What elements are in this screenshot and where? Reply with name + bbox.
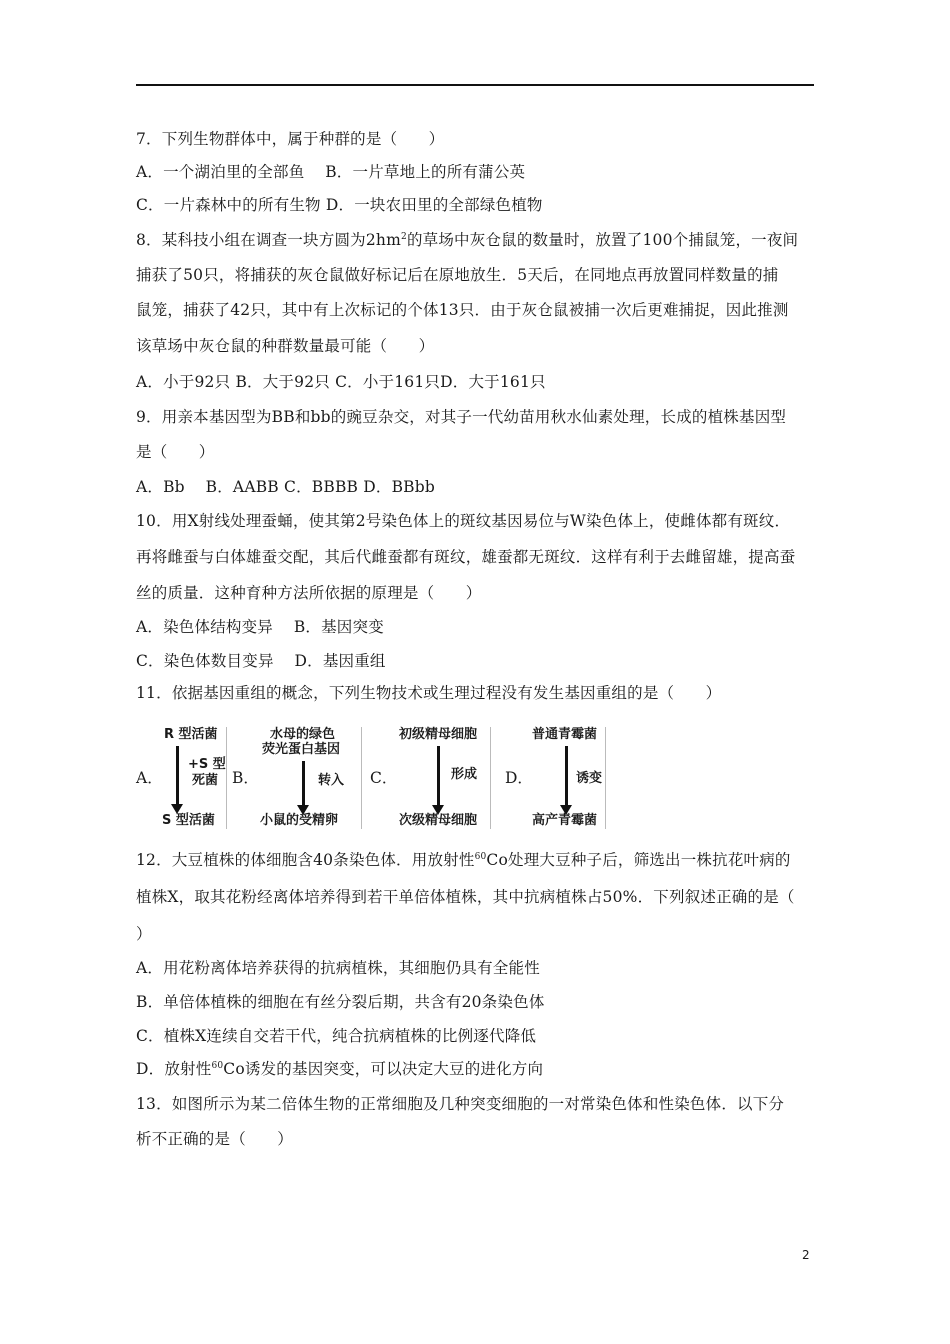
q8-line-3: 鼠笼，捕获了42只，其中有上次标记的个体13只．由于灰仓鼠被捕一次后更难捕捉，因此推测 — [136, 301, 789, 319]
page-number: 2 — [802, 1248, 810, 1262]
q8-line-2: 捕获了50只，将捕获的灰仓鼠做好标记后在原地放生．5天后，在同地点再放置同样数量的捕 — [136, 266, 779, 284]
q10-line-3: 丝的质量．这种育种方法所依据的原理是（ ） — [136, 584, 482, 602]
diagram-b-arrow — [302, 761, 305, 807]
q13-line-1: 13．如图所示为某二倍体生物的正常细胞及几种突变细胞的一对常染色体和性染色体．以下分 — [136, 1095, 785, 1113]
diagram-c-top: 初级精母细胞 — [399, 727, 478, 742]
q11-diagram-a — [158, 727, 227, 829]
q11-diagram-d — [530, 727, 606, 829]
q12-line-1: 12．大豆植株的体细胞含40条染色体．用放射性$^{60}$Co处理大豆种子后，筛选出一株抗花叶病的 — [136, 851, 791, 869]
diagram-b-top-2: 荧光蛋白基因 — [262, 742, 341, 757]
diagram-d-top: 普通青霉菌 — [532, 727, 598, 742]
q7-options-ab: A．一个湖泊里的全部鱼 B．一片草地上的所有蒲公英 — [136, 163, 526, 181]
diagram-d-bottom: 高产青霉菌 — [532, 813, 598, 828]
q12-option-d: D．放射性$^{60}$Co诱发的基因突变，可以决定大豆的进化方向 — [136, 1060, 544, 1078]
q12-option-c: C．植株X连续自交若干代，纯合抗病植株的比例逐代降低 — [136, 1027, 537, 1045]
q10-options-cd: C．染色体数目变异 D．基因重组 — [136, 652, 386, 670]
q10-options-ab: A．染色体结构变异 B．基因突变 — [136, 618, 384, 636]
diagram-a-arrow — [176, 746, 179, 806]
q10-line-1: 10．用X射线处理蚕蛹，使其第2号染色体上的斑纹基因易位与W染色体上，使雌体都有斑纹． — [136, 512, 791, 530]
q11-label-b: B． — [232, 769, 259, 787]
q9-options: A．Bb B．AABB C．BBBB D．BBbb — [136, 478, 436, 496]
q8-line-4: 该草场中灰仓鼠的种群数量最可能（ ） — [136, 337, 435, 355]
q9-line-1: 9．用亲本基因型为BB和bb的豌豆杂交，对其子一代幼苗用秋水仙素处理，长成的植株基因型 — [136, 408, 787, 426]
q11-diagram-b — [256, 727, 362, 829]
q12-option-b: B．单倍体植株的细胞在有丝分裂后期，共含有20条染色体 — [136, 993, 545, 1011]
q11-label-d: D． — [505, 769, 533, 787]
q12-line-2: 植株X，取其花粉经离体培养得到若干单倍体植株，其中抗病植株占50%．下列叙述正确的是（ — [136, 888, 795, 906]
q13-line-2: 析不正确的是（ ） — [136, 1130, 294, 1148]
q12-option-a: A．用花粉离体培养获得的抗病植株，其细胞仍具有全能性 — [136, 959, 540, 977]
q7-stem: 7．下列生物群体中，属于种群的是（ ） — [136, 130, 445, 148]
diagram-a-top: R 型活菌 — [164, 727, 218, 742]
q9-line-2: 是（ ） — [136, 443, 215, 461]
q11-label-a: A． — [136, 769, 163, 787]
diagram-c-arrow — [437, 746, 440, 807]
diagram-d-mid: 诱变 — [576, 771, 603, 786]
diagram-a-mid-1: +S 型 — [188, 757, 226, 772]
q11-diagram-c — [395, 727, 491, 829]
diagram-c-mid: 形成 — [451, 767, 478, 782]
diagram-b-mid: 转入 — [318, 773, 345, 788]
diagram-b-bottom: 小鼠的受精卵 — [260, 813, 339, 828]
q11-label-c: C． — [370, 769, 398, 787]
diagram-b-top-1: 水母的绿色 — [270, 727, 336, 742]
diagram-c-bottom: 次级精母细胞 — [399, 813, 478, 828]
q8-line-1: 8．某科技小组在调查一块方圆为$2hm^2$的草场中灰仓鼠的数量时，放置了100个捕鼠笼，一夜间 — [136, 231, 799, 249]
header-rule — [136, 84, 814, 86]
diagram-a-bottom: S 型活菌 — [162, 813, 215, 828]
q7-options-cd: C．一片森林中的所有生物 D．一块农田里的全部绿色植物 — [136, 196, 543, 214]
diagram-d-arrow — [565, 746, 568, 807]
diagram-a-mid-2: 死菌 — [192, 773, 219, 788]
q10-line-2: 再将雌蚕与白体雄蚕交配，其后代雌蚕都有斑纹，雄蚕都无斑纹．这样有利于去雌留雄，提高蚕 — [136, 548, 796, 566]
q11-stem: 11．依据基因重组的概念，下列生物技术或生理过程没有发生基因重组的是（ ） — [136, 684, 722, 702]
q12-line-3: ） — [136, 925, 152, 943]
q8-options: A．小于92只 B．大于92只 C．小于161只D．大于161只 — [136, 373, 546, 391]
